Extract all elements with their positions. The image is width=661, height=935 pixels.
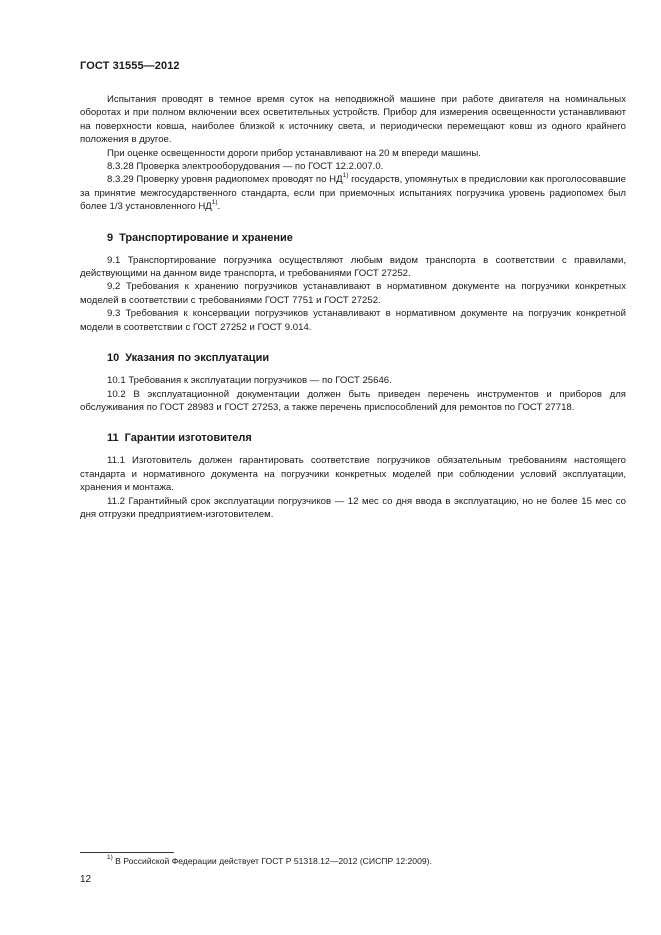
section-9-number: 9: [107, 231, 114, 244]
page-content: [80, 93, 626, 521]
paragraph-11-2: 11.2 Гарантийный срок эксплуатации погрузчиков — 12 мес со дня ввода в эксплуатацию, но не более 15 мес со дня отгрузки предприятием-изготовителем.: [80, 495, 626, 520]
footnote: [80, 855, 626, 867]
paragraph-8-3-29-part-b: государств, упомянутых в предисловии как проголосовавшие за принятие межгосударственного стандарта, если при приемочных испытаниях погрузчика уровень радиопомех был более 1/3 установленного НД: [80, 174, 626, 213]
footnote-ref-2: 1): [211, 199, 218, 207]
paragraph-9-2: 9.2 Требования к хранению погрузчиков устанавливают в нормативном документе на погрузчики конкретных моделей в соответствии с требованиями ГОСТ 7751 и ГОСТ 27252.: [80, 281, 626, 306]
section-11-heading: [80, 431, 626, 445]
section-10-heading: [80, 351, 626, 365]
paragraph-8-3-29: [80, 173, 626, 213]
paragraph-10-1: 10.1 Требования к эксплуатации погрузчиков — по ГОСТ 25646.: [107, 375, 392, 387]
footnote-text: В Российской Федерации действует ГОСТ Р 51318.12—2012 (СИСПР 12:2009).: [112, 856, 432, 866]
section-9-heading: [80, 231, 626, 245]
paragraph-8-3-28: 8.3.28 Проверка электрооборудования — по ГОСТ 12.2.007.0.: [107, 161, 384, 173]
paragraph-9-1: 9.1 Транспортирование погрузчика осуществляют любым видом транспорта в соответствии с правилами, действующими на данном виде транспорта, и требованиями ГОСТ 27252.: [80, 254, 626, 280]
paragraph-8-3-29-part-a: 8.3.29 Проверку уровня радиопомех проводят по НД: [107, 174, 343, 186]
footnote-divider: [80, 852, 174, 853]
footnote-mark: 1): [107, 854, 113, 862]
section-9-title: Транспортирование и хранение: [119, 231, 293, 244]
paragraph-road-illumination: При оценке освещенности дороги прибор устанавливают на 20 м впереди машины.: [107, 147, 481, 159]
section-11-number: 11: [107, 432, 119, 445]
paragraph-9-3: 9.3 Требования к консервации погрузчиков устанавливают в нормативном документе на погрузчик конкретной модели в соответствии с ГОСТ 27252 и ГОСТ 9.014.: [80, 308, 626, 333]
document-code-header: ГОСТ 31555—2012: [80, 60, 180, 72]
paragraph-11-1: 11.1 Изготовитель должен гарантировать соответствие погрузчиков обязательным требованиям настоящего стандарта и нормативного документа на погрузчики конкретных моделей при соблюдении условий эксплуатации, хранения и монтажа.: [80, 455, 626, 494]
paragraph-8-3-29-part-c: .: [217, 201, 221, 213]
paragraph-10-2: 10.2 В эксплуатационной документации должен быть приведен перечень инструментов и приборов для обслуживания по ГОСТ 28983 и ГОСТ 27253, а также перечень приспособлений для ремонтов по ГОСТ 27718.: [80, 388, 626, 413]
section-11-title: Гарантии изготовителя: [124, 432, 252, 445]
section-10-title: Указания по эксплуатации: [125, 352, 270, 365]
page-number: 12: [80, 874, 92, 885]
paragraph-test-procedure: Испытания проводят в темное время суток на неподвижной машине при работе двигателя на номинальных оборотах и при полном включении всех осветительных устройств. Прибор для измерения освещенности устанавливают на поверхности ковша, наиболее близкой к источнику света, и периодически перемещают ковш из одного крайнего положения в другое.: [80, 94, 626, 146]
section-10-number: 10: [107, 352, 120, 365]
footnote-ref-1: 1): [342, 172, 349, 180]
